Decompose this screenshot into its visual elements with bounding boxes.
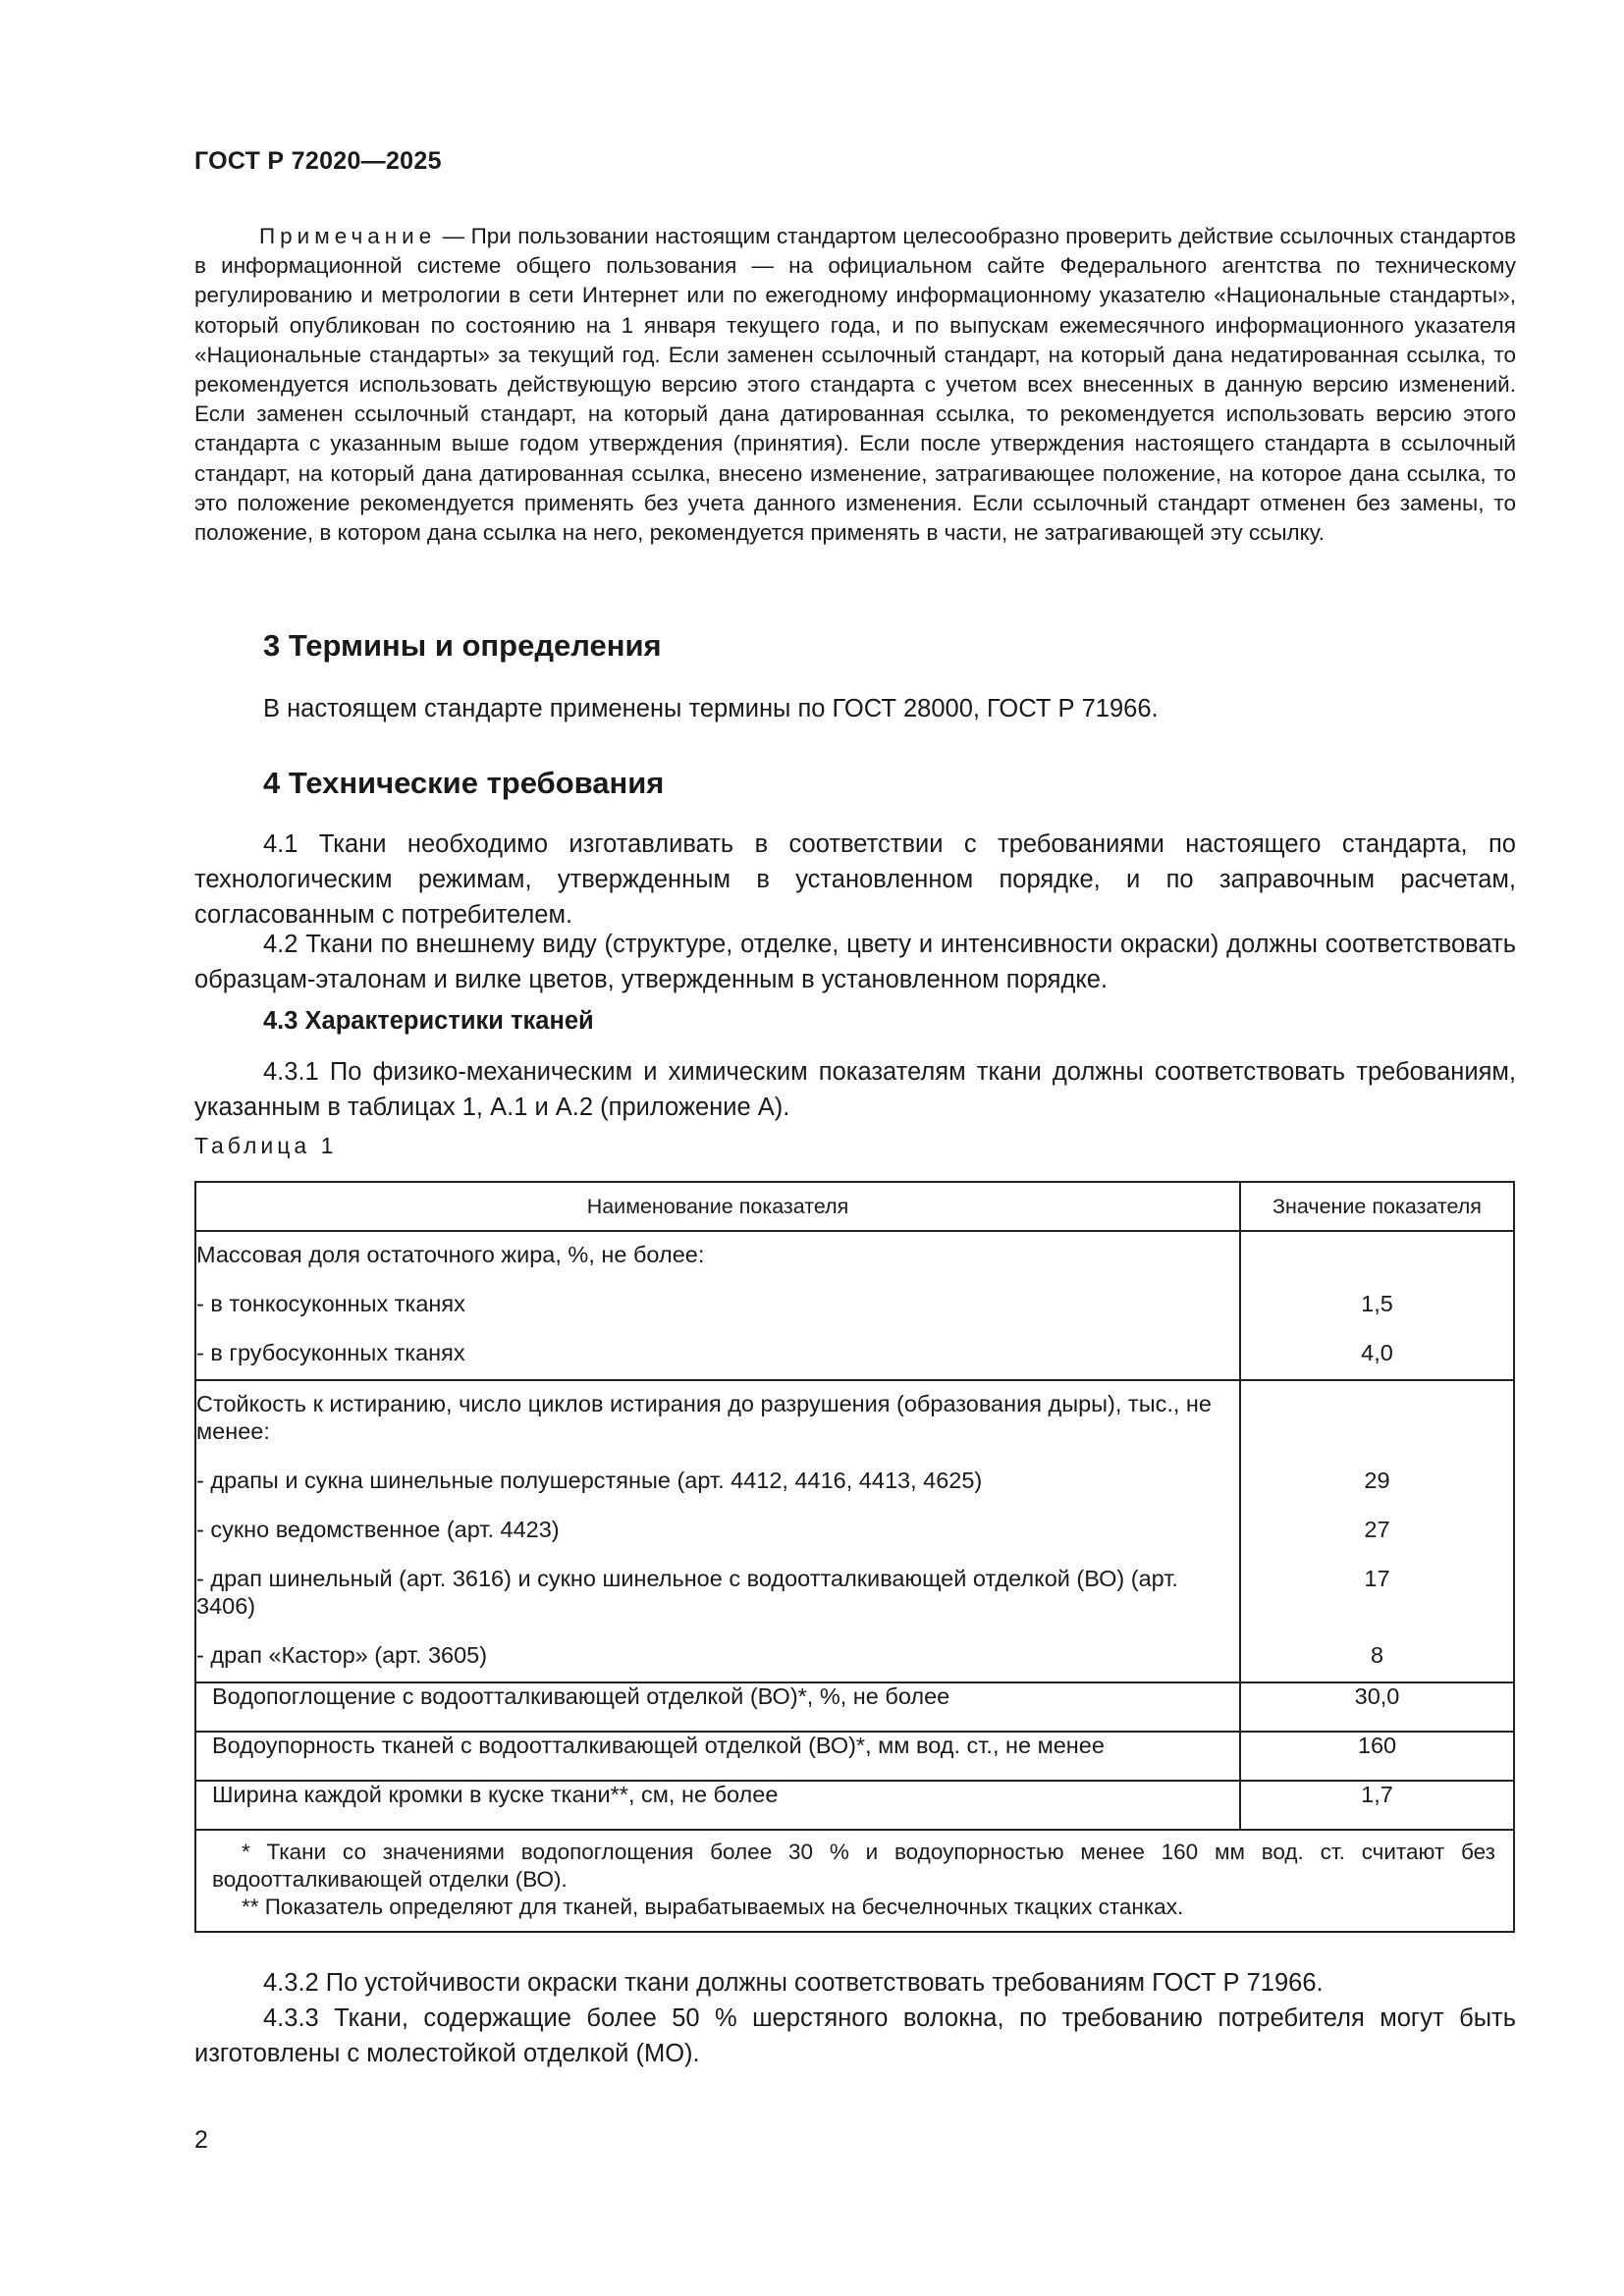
table-row-value: 30,0 [1240,1682,1514,1732]
table-row-value: 1,5 [1361,1291,1393,1316]
group-values-cell [1240,1231,1514,1380]
table-footnote-row [195,1830,1514,1932]
table-row [195,1682,1514,1732]
table-row-value: 17 [1364,1566,1390,1591]
table-row-name: - драп шинельный (арт. 3616) и сукно шинельное с водоотталкивающей отделкой (ВО) (арт. 3406) [196,1566,1178,1619]
column-header-value: Значение показателя [1240,1182,1514,1231]
table-row-name: - драп «Кастор» (арт. 3605) [196,1642,488,1668]
table-row-name: - в грубосуконных тканях [196,1340,465,1365]
footnote-2: ** Показатель определяют для тканей, вырабатываемых на бесчелночных ткацких станках. [242,1895,1184,1919]
table-row-value: 8 [1370,1642,1384,1668]
group-values-cell [1240,1380,1514,1682]
section-3-text: В настоящем стандарте применены термины по ГОСТ 28000, ГОСТ Р 71966. [263,695,1159,722]
table-row-value: 1,7 [1240,1781,1514,1830]
paragraph-4-3-3: 4.3.3 Ткани, содержащие более 50 % шерстяного волокна, по требованию потребителя могут быть изготовлены с молестойкой отделкой (МО). [194,2004,1516,2067]
paragraph-4-2: 4.2 Ткани по внешнему виду (структуре, отделке, цвету и интенсивности окраски) должны соответствовать образцам-эталонам и вилке цветов, утвержденным в установленном порядке. [194,931,1516,993]
group-names-cell [195,1231,1240,1380]
table-row-value: 29 [1364,1468,1390,1493]
paragraph-4-3-1: 4.3.1 По физико-механическим и химическим показателям ткани должны соответствовать требованиям, указанным в таблицах 1, А.1 и А.2 (приложение А). [194,1058,1516,1121]
table-header-row [195,1182,1514,1231]
group-title: Стойкость к истиранию, число циклов истирания до разрушения (образования дыры), тыс., не менее: [196,1391,1212,1444]
paragraph-4-1: 4.1 Ткани необходимо изготавливать в соответствии с требованиями настоящего стандарта, по технологическим режимам, утвержденным в установленном порядке, и по заправочным расчетам, согласованным с потребителем. [194,830,1516,929]
group-title: Массовая доля остаточного жира, %, не более: [196,1242,705,1267]
table-caption: Таблица 1 [194,1133,338,1158]
table-row-name: Водопоглощение с водоотталкивающей отделкой (ВО)*, %, не более [195,1682,1240,1732]
table-row-value: 4,0 [1361,1340,1393,1365]
table-group-row [195,1380,1514,1682]
reference-note [194,222,1516,548]
table-group-row [195,1231,1514,1380]
note-text: — При пользовании настоящим стандартом целесообразно проверить действие ссылочных стандартов в информационной системе общего пользования — на официальном сайте Федерального агентства по техническому регулированию и метрологии в сети Интернет или по ежегодному информационному указателю «Национальные стандарты», который опубликован по состоянию на 1 января текущего года, и по выпускам ежемесячного информационного указателя «Национальные стандарты» за текущий год. Если заменен ссылочный стандарт, на который дана недатированная ссылка, то рекомендуется использовать действующую версию этого стандарта с учетом всех внесенных в данную версию изменений. Если заменен ссылочный стандарт, на который дана датированная ссылка, то рекомендуется использовать версию этого стандарта с указанным выше годом утверждения (принятия). Если после утверждения настоящего стандарта в ссылочный стандарт, на который дана датированная ссылка, внесено изменение, затрагивающее положение, на которое дана ссылка, то это положение рекомендуется применять без учета данного изменения. Если ссылочный стандарт отменен без замены, то положение, в котором дана ссылка на него, рекомендуется применять в части, не затрагивающей эту ссылку. [194,224,1516,546]
table-footnotes [195,1830,1514,1932]
section-3-title: 3 Термины и определения [263,628,662,663]
table-row [195,1781,1514,1830]
table-row-name: - драпы и сукна шинельные полушерстяные (арт. 4412, 4416, 4413, 4625) [196,1468,983,1493]
table-row-name: Водоупорность тканей с водоотталкивающей отделкой (ВО)*, мм вод. ст., не менее [195,1732,1240,1781]
table-row-value: 27 [1364,1517,1390,1542]
subsection-4-3-title: 4.3 Характеристики тканей [263,1007,594,1035]
paragraph-4-3-2: 4.3.2 По устойчивости окраски ткани должны соответствовать требованиям ГОСТ Р 71966. [263,1969,1324,1997]
table-row-value: 160 [1240,1732,1514,1781]
document-header: ГОСТ Р 72020—2025 [194,147,442,175]
table-row-name: Ширина каждой кромки в куске ткани**, см, не более [195,1781,1240,1830]
table-row-name: - в тонкосуконных тканях [196,1291,465,1316]
table-row [195,1732,1514,1781]
note-label: Примечание [259,224,437,248]
footnote-1: * Ткани со значениями водопоглощения более 30 % и водоупорностью менее 160 мм вод. ст. считают без водоотталкивающей отделки (ВО). [212,1840,1495,1892]
column-header-name: Наименование показателя [195,1182,1240,1231]
section-4-title: 4 Технические требования [263,766,665,800]
table-1 [194,1181,1515,1933]
table-row-name: - сукно ведомственное (арт. 4423) [196,1517,560,1542]
page-number: 2 [194,2126,208,2154]
group-names-cell [195,1380,1240,1682]
